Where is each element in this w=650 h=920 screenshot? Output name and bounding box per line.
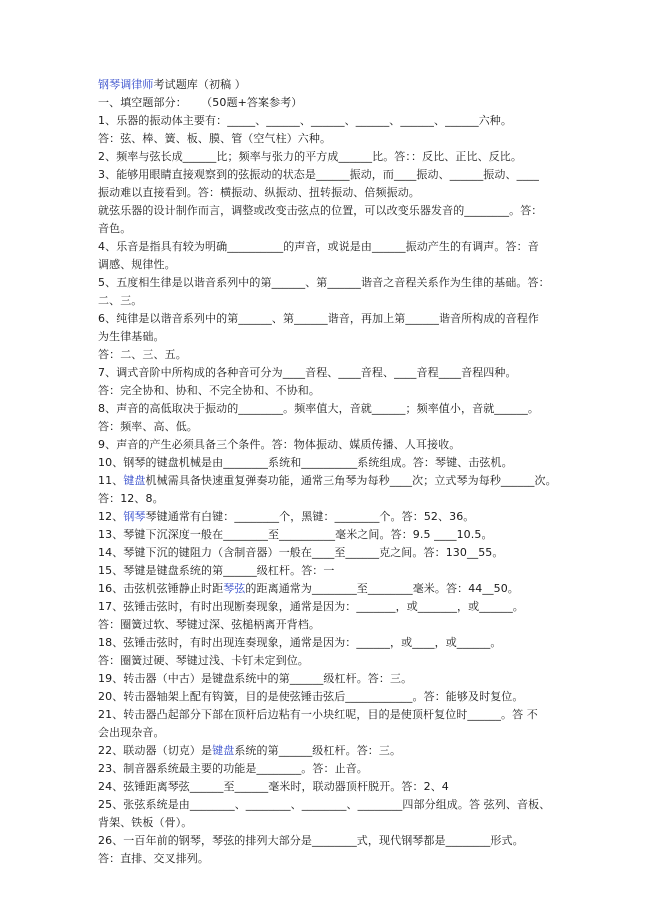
line-text: 机械需具备快速重复弹奏功能，通常三角琴为每秒____次；立式琴为每秒______次。 [145, 474, 557, 487]
line-text: 20、转击器轴架上配有钩簧，目的是使弦锤击弦后____________。答：能够及时复位。 [98, 690, 524, 703]
line-text: 11、 [98, 474, 124, 487]
text-line [98, 472, 568, 490]
text-line [98, 652, 568, 670]
line-text: 12、 [98, 510, 124, 523]
line-text: 25、张弦系统是由________、________、________、________四部分组成。答 弦列、音板、 [98, 798, 551, 811]
text-line [98, 364, 568, 382]
text-line [98, 724, 568, 742]
line-text: 2、频率与弦长成______比；频率与张力的平方成______比。答：：反比、正比、反比。 [98, 150, 522, 163]
text-line [98, 202, 568, 220]
document-body [98, 76, 568, 868]
line-text: 答：圈簧过软、琴键过深、弦槌柄离开背档。 [98, 618, 320, 631]
text-line [98, 112, 568, 130]
text-line [98, 382, 568, 400]
question-list [98, 112, 568, 868]
line-text: 9、声音的产生必须具备三个条件。答：物体振动、媒质传播、人耳接收。 [98, 438, 461, 451]
line-text: 1、乐器的振动体主要有：_____、______、______、______、______、______六种。 [98, 114, 512, 127]
line-text: 系统的第______级杠杆。答：三。 [234, 744, 402, 757]
line-text: 4、乐音是指具有较为明确__________的声音，或说是由______振动产生的有调声。答：音 [98, 240, 539, 253]
text-line [98, 688, 568, 706]
inline-link[interactable]: 键盘 [123, 474, 146, 487]
inline-link[interactable]: 键盘 [212, 744, 235, 757]
title-text: 考试题库（初稿 ） [153, 78, 246, 91]
line-text: 7、调式音阶中所构成的各种音可分为____音程、____音程、____音程____音程四种。 [98, 366, 517, 379]
text-line [98, 616, 568, 634]
line-text: 二、三。 [98, 294, 143, 307]
line-text: 振动难以直接看到。答：横振动、纵振动、扭转振动、倍频振动。 [98, 186, 420, 199]
line-text: 琴键通常有白键：________个，黑键：________个。答：52、36。 [145, 510, 475, 523]
line-text: 答：弦、棒、簧、板、膜、管（空气柱）六种。 [98, 132, 332, 145]
line-text: 22、联动器（切克）是 [98, 744, 213, 757]
text-line [98, 274, 568, 292]
line-text: 6、纯律是以谐音系列中的第______、第______谐音，再加上第______谐音所构成的音程作 [98, 312, 539, 325]
text-line [98, 760, 568, 778]
line-text: 音色。 [98, 222, 132, 235]
text-line [98, 778, 568, 796]
text-line [98, 436, 568, 454]
inline-link[interactable]: 钢琴 [123, 510, 146, 523]
text-line [98, 490, 568, 508]
line-text: 18、弦锤击弦时，有时出现连奏现象，通常是因为：______，或____，或______。 [98, 636, 502, 649]
text-line [98, 508, 568, 526]
line-text: 背架、铁板（骨）。 [98, 816, 193, 829]
line-text: 26、一百年前的钢琴，琴弦的排列大部分是________式，现代钢琴都是________形式。 [98, 834, 524, 847]
line-text: 答：12、8。 [98, 492, 164, 505]
text-line [98, 634, 568, 652]
text-line [98, 328, 568, 346]
line-text: 3、能够用眼睛直接观察到的弦振动的状态是______振动，而____振动、______振动、____ [98, 168, 539, 181]
text-line [98, 418, 568, 436]
text-line [98, 526, 568, 544]
text-line [98, 454, 568, 472]
text-line [98, 814, 568, 832]
text-line [98, 544, 568, 562]
text-line [98, 220, 568, 238]
line-text: 的距离通常为________至________毫米。答：44__50。 [245, 582, 519, 595]
inline-link[interactable]: 琴弦 [223, 582, 246, 595]
line-text: 19、转击器（中古）是键盘系统中的第______级杠杆。答：三。 [98, 672, 413, 685]
text-line [98, 598, 568, 616]
line-text: 就弦乐器的设计制作而言，调整或改变击弦点的位置，可以改变乐器发音的________。答： [98, 204, 543, 217]
text-line [98, 562, 568, 580]
text-line [98, 310, 568, 328]
text-line [98, 850, 568, 868]
title-link[interactable]: 钢琴调律师 [98, 78, 154, 91]
text-line [98, 184, 568, 202]
line-text: 8、声音的高低取决于振动的________。频率值大，音就______；频率值小，音就______。 [98, 402, 539, 415]
line-text: 答：二、三、五。 [98, 348, 187, 361]
text-line [98, 706, 568, 724]
line-text: 调感、规律性。 [98, 258, 176, 271]
line-text: 会出现杂音。 [98, 726, 165, 739]
section-heading: 一、填空题部分： （50题+答案参考） [98, 96, 303, 109]
line-text: 答：圈簧过硬、琴键过浅、卡钉未定到位。 [98, 654, 309, 667]
line-text: 21、转击器凸起部分下部在顶杆后边粘有一小块红呢，目的是使顶杆复位时______。答 不 [98, 708, 538, 721]
line-text: 5、五度相生律是以谐音系列中的第______、第______谐音之音程关系作为生律的基础。答： [98, 276, 550, 289]
line-text: 答：直排、交叉排列。 [98, 852, 209, 865]
line-text: 为生律基础。 [98, 330, 165, 343]
line-text: 答：频率、高、低。 [98, 420, 198, 433]
line-text: 答：完全协和、协和、不完全协和、不协和。 [98, 384, 320, 397]
text-line [98, 670, 568, 688]
text-line [98, 256, 568, 274]
text-line [98, 346, 568, 364]
text-line [98, 238, 568, 256]
text-line [98, 796, 568, 814]
line-text: 17、弦锤击弦时，有时出现断奏现象，通常是因为：_______，或_______，或______。 [98, 600, 524, 613]
line-text: 16、击弦机弦锤静止时距 [98, 582, 224, 595]
line-text: 10、钢琴的键盘机械是由________系统和__________系统组成。答：琴键、击弦机。 [98, 456, 513, 469]
line-text: 15、琴键是键盘系统的第______级杠杆。答：一 [98, 564, 335, 577]
line-text: 13、琴键下沉深度一般在________至__________毫米之间。答：9.5 ____10.5。 [98, 528, 493, 541]
text-line [98, 832, 568, 850]
line-text: 23、制音器系统最主要的功能是________。答：止音。 [98, 762, 368, 775]
text-line [98, 742, 568, 760]
text-line [98, 166, 568, 184]
text-line [98, 130, 568, 148]
text-line [98, 292, 568, 310]
text-line [98, 400, 568, 418]
line-text: 14、琴键下沉的键阻力（含制音器）一般在____至______克之间。答：130__55。 [98, 546, 504, 559]
text-line [98, 148, 568, 166]
document-title [98, 76, 568, 94]
line-text: 24、弦锤距离琴弦______至______毫米时，联动器顶杆脱开。答：2、4 [98, 780, 449, 793]
text-line [98, 580, 568, 598]
